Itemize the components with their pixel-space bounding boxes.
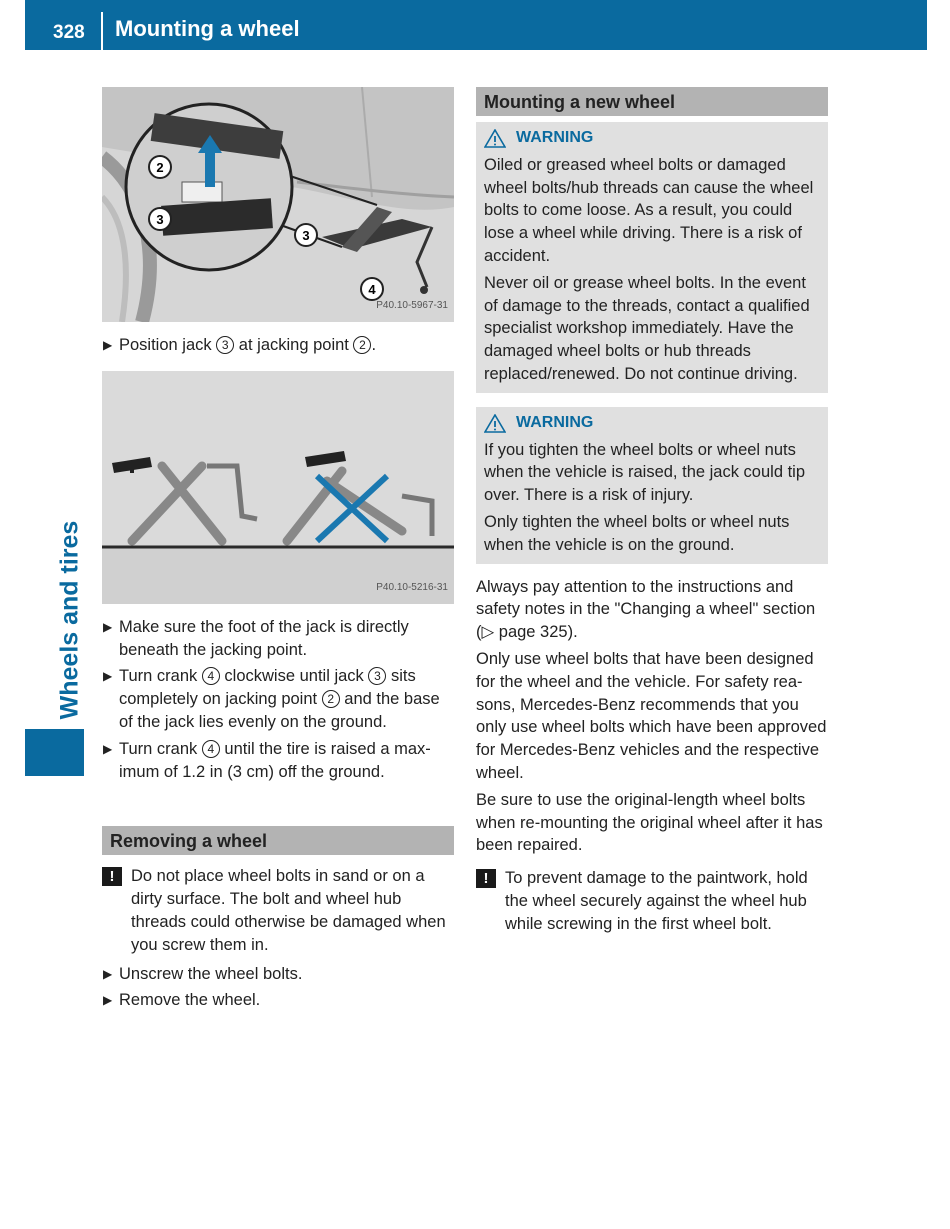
- page-title: Mounting a wheel: [115, 16, 300, 41]
- warning-header: WARNING: [484, 412, 820, 435]
- bullet-arrow-icon: ▶: [103, 966, 113, 981]
- header-divider: [101, 12, 103, 50]
- warning-triangle-icon: [484, 414, 506, 433]
- section-heading-removing: Removing a wheel: [102, 826, 454, 855]
- bullet-arrow-icon: ▶: [103, 993, 113, 1008]
- figure-code: P40.10-5967-31: [376, 300, 448, 312]
- exclamation-icon: !: [476, 869, 496, 888]
- page-header: [25, 0, 927, 50]
- page-number: 328: [53, 22, 85, 43]
- figure-code: P40.10-5216-31: [376, 582, 448, 593]
- paragraph-original-length: Be sure to use the original-length wheel bolts when re-mounting the original wheel after it has been repaired.: [476, 790, 823, 855]
- warning-text: Oiled or greased wheel bolts or damaged wheel bolts/hub threads can cause the wheel bolts to come loose. As a result, you could lose a wheel while driving. There is a risk of accident.: [484, 155, 814, 265]
- callout-ref: 4: [202, 667, 220, 685]
- callout-3-jack: 3: [302, 228, 310, 243]
- jack-position-figure: [102, 87, 454, 322]
- step-remove-wheel: ▶ Remove the wheel.: [102, 989, 454, 1012]
- paragraph-safety-notes: Always pay attention to the instructions and safety notes in the "Changing a wheel" section (▷ page 325).: [476, 577, 816, 642]
- jack-position-illustration: [102, 87, 454, 322]
- right-column: [476, 87, 828, 942]
- callout-ref: 3: [368, 667, 386, 685]
- side-tab-label: Wheels and tires: [55, 520, 84, 720]
- callout-2: 2: [156, 160, 164, 175]
- warning-box-bolts: [476, 122, 828, 393]
- bullet-arrow-icon: ▶: [103, 669, 113, 684]
- section-heading-mounting: Mounting a new wheel: [476, 87, 828, 116]
- step-jack-foot: ▶ Make sure the foot of the jack is directly beneath the jacking point.: [103, 617, 409, 659]
- callout-ref: 3: [216, 336, 234, 354]
- warning-header: WARNING: [484, 127, 820, 150]
- callout-ref: 2: [353, 336, 371, 354]
- warning-text: If you tighten the wheel bolts or wheel nuts when the vehicle is raised, the jack could tip over. There is a risk of injury.: [484, 440, 806, 505]
- step-unscrew-bolts: ▶ Unscrew the wheel bolts.: [102, 963, 454, 986]
- callout-3: 3: [156, 212, 164, 227]
- bullet-arrow-icon: ▶: [103, 338, 113, 352]
- step-turn-crank-clockwise: ▶ Turn crank 4 clockwise until jack 3 sits completely on jacking point 2 and the base of the jack lies evenly on the ground.: [103, 667, 440, 731]
- left-column: [102, 87, 454, 1016]
- bullet-arrow-icon: ▶: [103, 741, 113, 756]
- warning-text: Only tighten the wheel bolts or wheel nuts when the vehicle is on the ground.: [484, 512, 790, 554]
- jack-placement-illustration: [102, 371, 454, 604]
- exclamation-icon: !: [102, 867, 122, 886]
- callout-4: 4: [368, 282, 376, 297]
- warning-box-tightening: [476, 407, 828, 564]
- caution-note-paintwork: ! To prevent damage to the paintwork, hold the wheel securely against the wheel hub while screwing in the first wheel bolt.: [476, 867, 828, 935]
- paragraph-bolt-approval: Only use wheel bolts that have been designed for the wheel and the vehicle. For safety reasons, Mercedes-Benz recommends that you only use wheel bolts which have been approved for Mercedes-Benz vehicles and the respective wheel.: [476, 649, 827, 782]
- caution-note-bolts: ! Do not place wheel bolts in sand or on a dirty surface. The bolt and wheel hub threads could otherwise be damaged when you screw them in.: [102, 865, 454, 956]
- step-position-jack: ▶ Position jack 3 at jacking point 2 .: [102, 334, 454, 357]
- bullet-arrow-icon: ▶: [103, 619, 113, 634]
- warning-triangle-icon: [484, 129, 506, 148]
- side-tab-marker: [25, 729, 84, 776]
- jack-placement-figure: [102, 371, 454, 604]
- callout-ref: 2: [322, 690, 340, 708]
- step-raise-tire: ▶ Turn crank 4 until the tire is raised a maximum of 1.2 in (3 cm) off the ground.: [103, 739, 431, 781]
- callout-ref: 4: [202, 740, 220, 758]
- warning-text: Never oil or grease wheel bolts. In the event of damage to the threads, contact a qualified specialist workshop immediately. Have the damaged wheel bolts or hub threads replaced/renewed. Do not continue driving.: [484, 273, 810, 383]
